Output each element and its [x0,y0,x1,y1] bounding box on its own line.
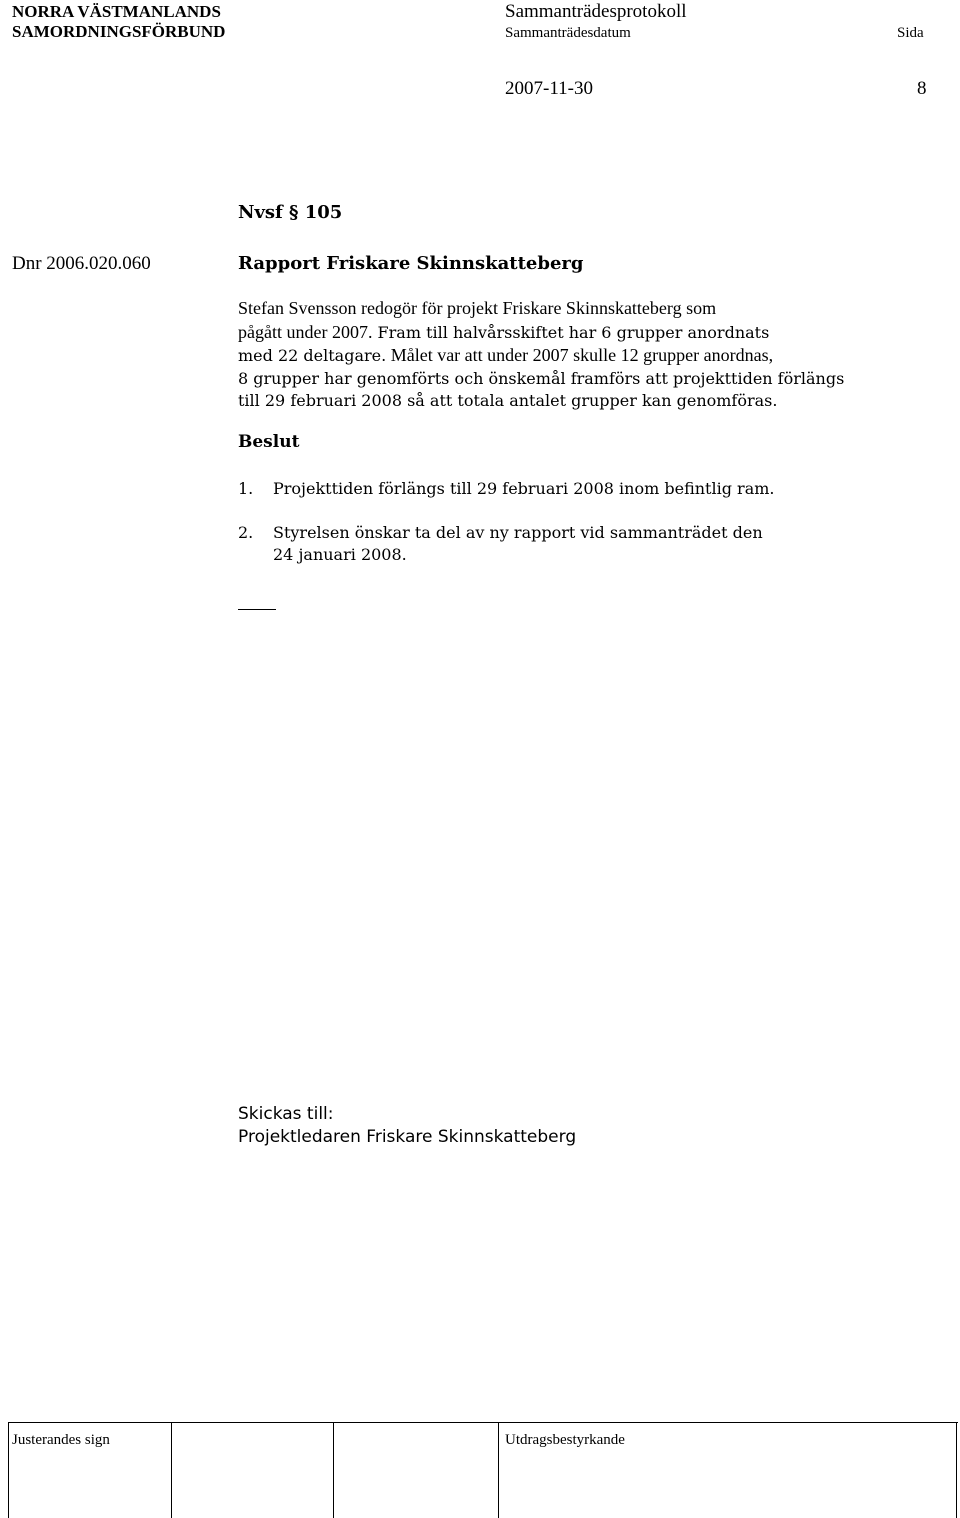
paragraph-line: 8 grupper har genomförts och önskemål framförs att projekttiden förlängs [238,368,845,388]
section-title: Rapport Friskare Skinnskatteberg [238,253,584,274]
sign-box [171,1423,172,1518]
section-number: Nvsf § 105 [238,202,343,223]
org-name-line1: NORRA VÄSTMANLANDS [12,2,221,21]
decision-item-text: Styrelsen önskar ta del av ny rapport vid sammanträdet den [273,523,763,542]
paragraph-line: Målet var att under 2007 skulle 12 grupper anordnas, [386,345,774,365]
paragraph-line: pågått under 2007. [238,321,373,342]
diary-number: Dnr 2006.020.060 [12,253,151,274]
paragraph-line: med 22 deltagare. [238,346,387,365]
sent-to-label: Skickas till: [238,1104,334,1124]
decision-item-number: 1. [238,479,254,498]
cert-box [498,1423,499,1518]
cert-label: Utdragsbestyrkande [505,1432,625,1448]
decision-item-text: Projekttiden förlängs till 29 februari 2008 inom befintlig ram. [273,479,775,498]
paragraph-line: Stefan Svensson redogör för projekt Friskare Skinnskatteberg som [238,298,717,318]
sent-to-recipient: Projektledaren Friskare Skinnskatteberg [238,1127,577,1147]
meeting-date: 2007-11-30 [505,78,593,99]
paragraph-line: till 29 februari 2008 så att totala antalet grupper kan genomföras. [238,391,778,410]
org-name-line2: SAMORDNINGSFÖRBUND [12,22,226,41]
date-label: Sammanträdesdatum [505,25,631,41]
decision-item [238,478,774,500]
sign-label: Justerandes sign [12,1432,110,1448]
separator-line [238,609,276,610]
sign-box [333,1423,334,1518]
page-number: 8 [917,78,927,99]
report-paragraph [238,297,938,413]
page-label: Sida [897,25,924,41]
decision-item-text: 24 januari 2008. [273,545,407,564]
signature-footer [8,1422,958,1518]
paragraph-line: Fram till halvårsskiftet har 6 grupper anordnats [372,322,770,342]
decision-heading: Beslut [238,432,300,452]
decision-item-number: 2. [238,523,254,542]
doc-type: Sammanträdesprotokoll [505,1,687,22]
decision-item [238,522,763,566]
